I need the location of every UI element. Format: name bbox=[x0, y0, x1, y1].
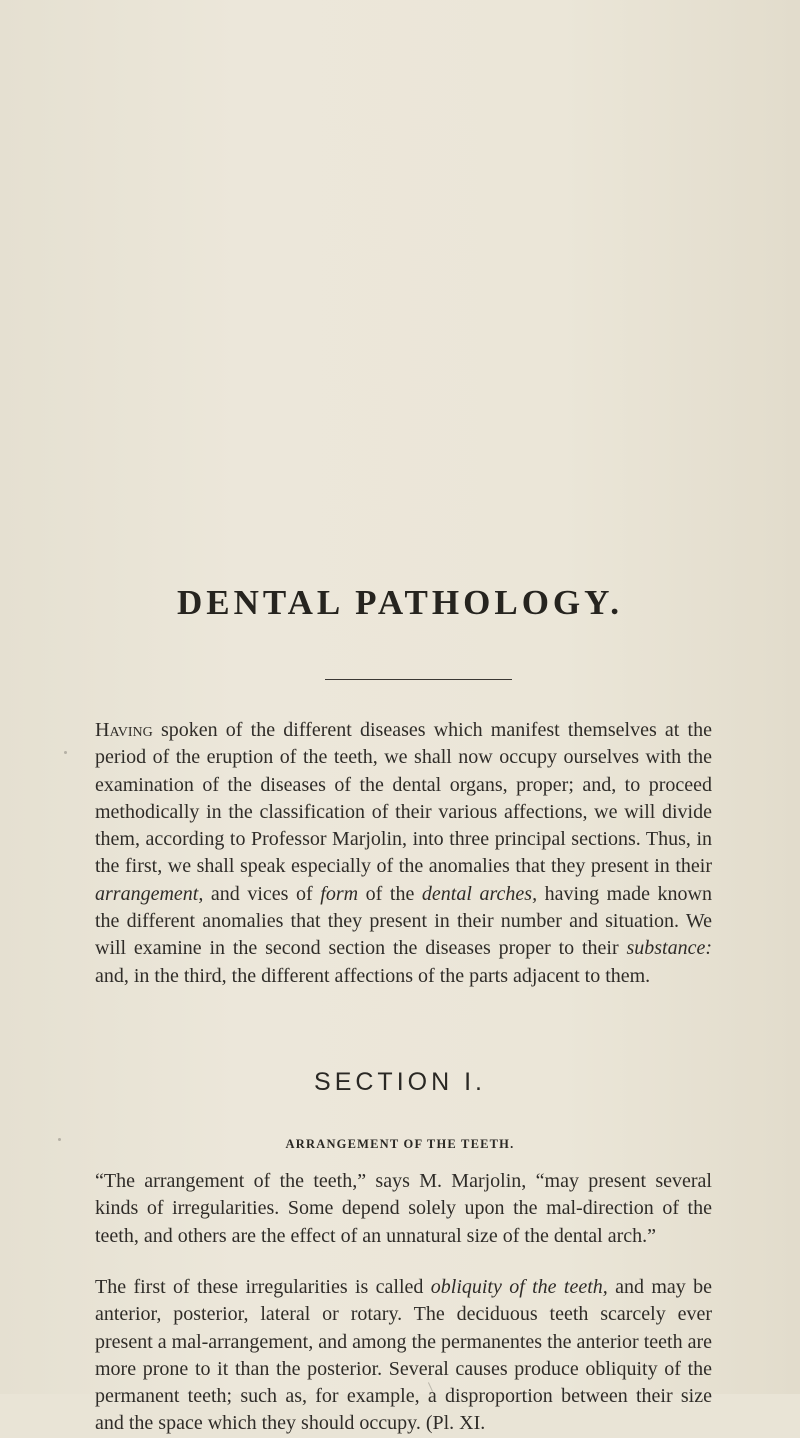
intro-italic-form: form bbox=[320, 882, 359, 905]
intro-italic-substance: substance: bbox=[626, 937, 712, 960]
section-heading: SECTION I. bbox=[314, 1068, 486, 1096]
intro-text-3: of the bbox=[358, 882, 422, 905]
quote-paragraph: “The arrangement of the teeth,” says M. Marjolin, “may present several kinds of irregularities. Some depend solely upon the mal-direction of the teeth, and others are the effect of an unnatural size of the dental arch.” bbox=[95, 1170, 712, 1247]
intro-text-4: having made known the different anomalies that they present in their number and situation. We will examine in the second section the diseases proper to their bbox=[95, 882, 713, 960]
para2-text-1: The first of these irregularities is called bbox=[95, 1276, 431, 1298]
ink-speck bbox=[64, 751, 67, 754]
intro-text-5: and, in the third, the different affections of the parts adjacent to them. bbox=[95, 964, 651, 987]
title-rule bbox=[325, 679, 512, 680]
para2-text-2: and may be anterior, posterior, lateral or rotary. The deciduous teeth scarcely ever present a mal-arrangement, and among the permanentes the anterior teeth are more prone to it than the posterior. Several causes produce obliquity of the permanent teeth; such as, for example, a disproportion between their size and the space which they should occupy. (Pl. XI. bbox=[95, 1276, 713, 1435]
intro-lead-word: Having bbox=[95, 719, 153, 741]
intro-paragraph bbox=[95, 717, 712, 990]
intro-italic-dental-arches: dental arches, bbox=[421, 882, 538, 905]
intro-italic-arrangement: arrangement, bbox=[95, 882, 204, 905]
page-title: DENTAL PATHOLOGY. bbox=[177, 583, 623, 622]
intro-text-2: and vices of bbox=[203, 882, 321, 905]
section-subheading: ARRANGEMENT OF THE TEETH. bbox=[285, 1137, 515, 1151]
ink-speck bbox=[58, 1138, 61, 1141]
para2-italic-obliquity: obliquity of the teeth, bbox=[430, 1276, 608, 1298]
intro-text-1: spoken of the different diseases which manifest themselves at the period of the eruption of the teeth, we shall now occupy ourselves with the examination of the diseases of the dental organs, proper; and, to proceed methodically in the classification of their various affections, we will divide them, according to Professor Marjolin, into three principal sections. Thus, in the first, we shall speak especially of the anomalies that they present in their bbox=[95, 719, 712, 878]
obliquity-paragraph bbox=[95, 1274, 712, 1438]
